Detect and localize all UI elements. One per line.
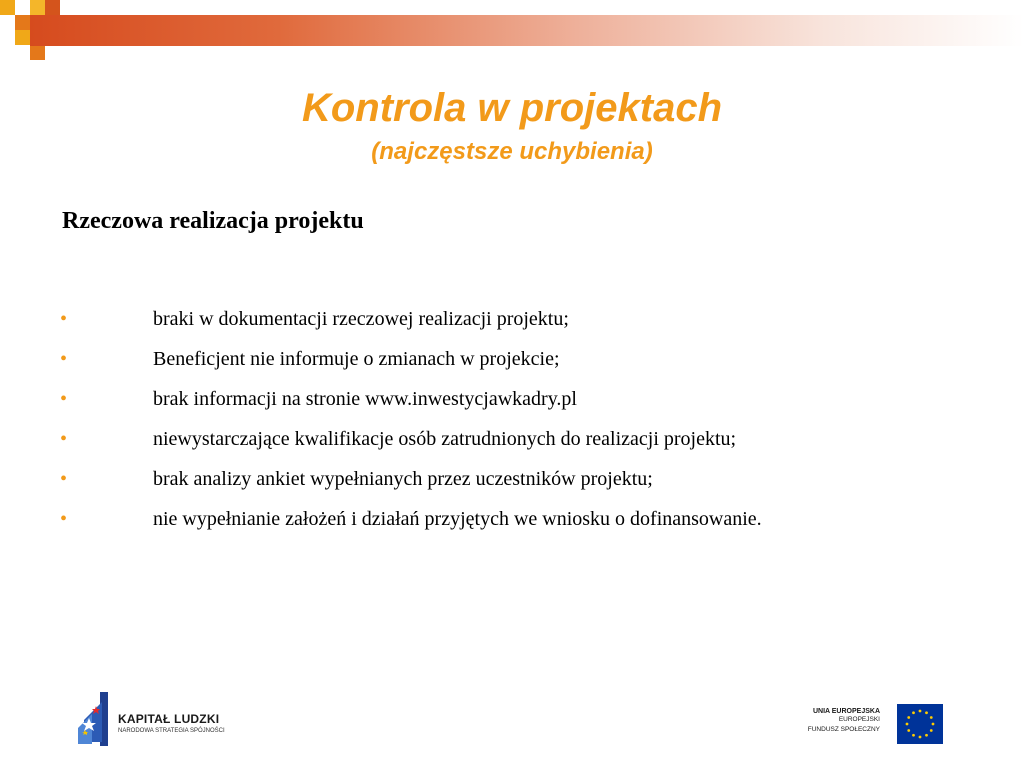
- bullet-text: niewystarczające kwalifikacje osób zatrudnionych do realizacji projektu;: [153, 428, 737, 450]
- list-item: [60, 382, 980, 416]
- bullet-text: brak analizy ankiet wypełnianych przez uczestników projektu;: [153, 468, 653, 490]
- eu-title: UNIA EUROPEJSKA: [812, 708, 880, 715]
- decor-square: [0, 0, 15, 15]
- bullet-icon: •: [60, 308, 68, 330]
- eu-text: [795, 708, 880, 735]
- eu-star-icon: [907, 729, 910, 732]
- eu-star-icon: [925, 711, 928, 714]
- kapital-ludzki-text: [118, 712, 225, 734]
- section-heading: Rzeczowa realizacja projektu: [62, 208, 364, 234]
- eu-star-icon: [930, 729, 933, 732]
- kapital-ludzki-logo: [78, 692, 258, 746]
- eu-line1: EUROPEJSKI: [838, 716, 880, 723]
- eu-star-icon: [932, 723, 935, 726]
- eu-star-icon: [906, 723, 909, 726]
- eu-star-icon: [925, 734, 928, 737]
- decor-square: [15, 30, 30, 45]
- list-item: [60, 462, 980, 496]
- slide-subtitle: (najczęstsze uchybienia): [371, 138, 653, 165]
- kapital-ludzki-title: KAPITAŁ LUDZKI: [118, 712, 220, 726]
- bullet-text: braki w dokumentacji rzeczowej realizacji projektu;: [153, 308, 569, 330]
- bullet-icon: •: [60, 348, 68, 370]
- bullet-icon: •: [60, 428, 68, 450]
- header-gradient-bar: [30, 15, 1024, 46]
- bullet-icon: •: [60, 468, 68, 490]
- decor-square: [15, 15, 30, 30]
- eu-flag-icon: [897, 704, 943, 744]
- eu-star-icon: [912, 711, 915, 714]
- bullet-text: Beneficjent nie informuje o zmianach w projekcie;: [153, 348, 560, 370]
- list-item: [60, 342, 980, 376]
- list-item: [60, 502, 980, 536]
- eu-star-icon: [919, 710, 922, 713]
- eu-star-icon: [907, 716, 910, 719]
- slide-title: Kontrola w projektach: [301, 86, 723, 130]
- bullet-text: brak informacji na stronie www.inwestycjawkadry.pl: [153, 388, 577, 410]
- eu-line2: FUNDUSZ SPOŁECZNY: [807, 726, 880, 733]
- bullet-text: nie wypełnianie założeń i działań przyjętych we wniosku o dofinansowanie.: [153, 508, 762, 530]
- eu-logo: [795, 700, 945, 746]
- decor-square: [30, 45, 45, 60]
- kapital-ludzki-emblem-icon: [78, 692, 114, 746]
- kapital-ludzki-subtitle: NARODOWA STRATEGIA SPÓJNOŚCI: [118, 728, 225, 734]
- decor-square: [45, 0, 60, 15]
- list-item: [60, 302, 980, 336]
- eu-star-icon: [912, 734, 915, 737]
- eu-star-icon: [930, 716, 933, 719]
- bullet-icon: •: [60, 508, 68, 530]
- decor-square: [30, 0, 45, 15]
- list-item: [60, 422, 980, 456]
- bullet-icon: •: [60, 388, 68, 410]
- bullet-list: [60, 302, 980, 542]
- eu-star-icon: [919, 736, 922, 739]
